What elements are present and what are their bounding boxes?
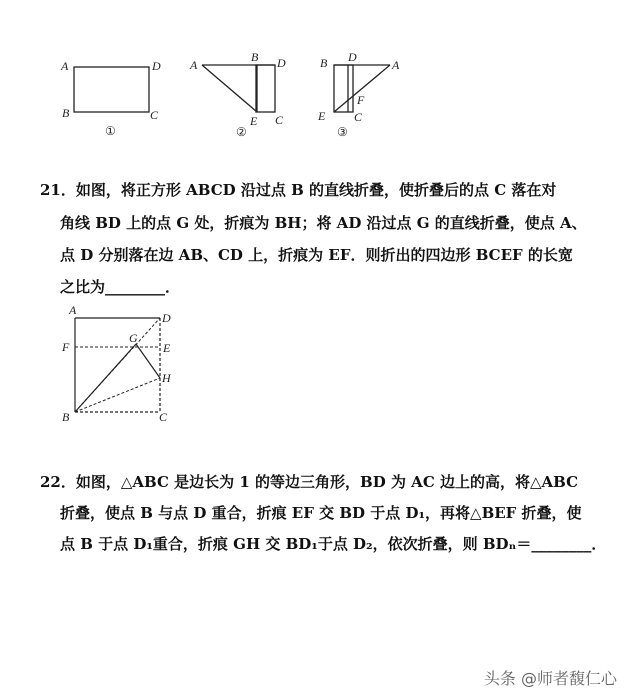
fig2-label-e: E [250,114,258,128]
fig2-caption: ② [236,125,247,139]
figure-2-fold [185,50,295,145]
q21-label-e: E [163,341,171,355]
q21-line-3: 点 D 分别落在边 AB、CD 上，折痕为 EF．则折出的四边形 BCEF 的长宽 [60,246,573,264]
fig2-label-a: A [190,58,198,72]
fig3-label-c: C [354,110,363,124]
q21-label-h: H [162,371,171,385]
fig3-label-d: D [348,50,357,64]
fig3-label-a: A [392,58,400,72]
figure-3-fold [310,50,410,145]
fig2-label-c: C [275,113,284,127]
fig1-label-b: B [62,106,70,120]
figure-1-rectangle [55,55,165,145]
fig1-label-a: A [61,59,69,73]
fig3-label-f: F [357,93,365,107]
watermark: 头条 @师者馥仁心 [483,669,617,688]
q21-line-4: 之比为________． [60,278,181,296]
fig3-label-b: B [320,56,328,70]
fig3-caption: ③ [337,125,348,139]
q21-line-1: 21．如图，将正方形 ABCD 沿过点 B 的直线折叠，使折叠后的点 C 落在对 [40,181,557,199]
q21-line-2: 角线 BD 上的点 G 处，折痕为 BH；将 AD 沿过点 G 的直线折叠，使点 A、 [60,214,587,232]
q21-label-c: C [159,410,168,424]
fig2-label-d: D [277,56,286,70]
q21-label-b: B [62,410,70,424]
q21-label-a: A [69,303,77,317]
q22-line-3: 点 B 于点 D₁重合，折痕 GH 交 BD₁于点 D₂，依次折叠，则 BDₙ＝________． [60,535,607,553]
fig1-label-d: D [152,59,161,73]
figure-q21-square [58,300,188,425]
fig3-label-e: E [318,109,326,123]
fig1-caption: ① [105,124,116,138]
fig1-label-c: C [150,108,159,122]
q21-label-g: G [129,331,138,345]
fig2-label-b: B [251,50,259,64]
q22-line-1: 22．如图，△ABC 是边长为 1 的等边三角形，BD 为 AC 边上的高，将△ABC [40,473,579,491]
q22-line-2: 折叠，使点 B 与点 D 重合，折痕 EF 交 BD 于点 D₁，再将△BEF 折叠，使 [60,504,582,522]
q21-label-f: F [62,340,70,354]
q21-label-d: D [162,311,171,325]
